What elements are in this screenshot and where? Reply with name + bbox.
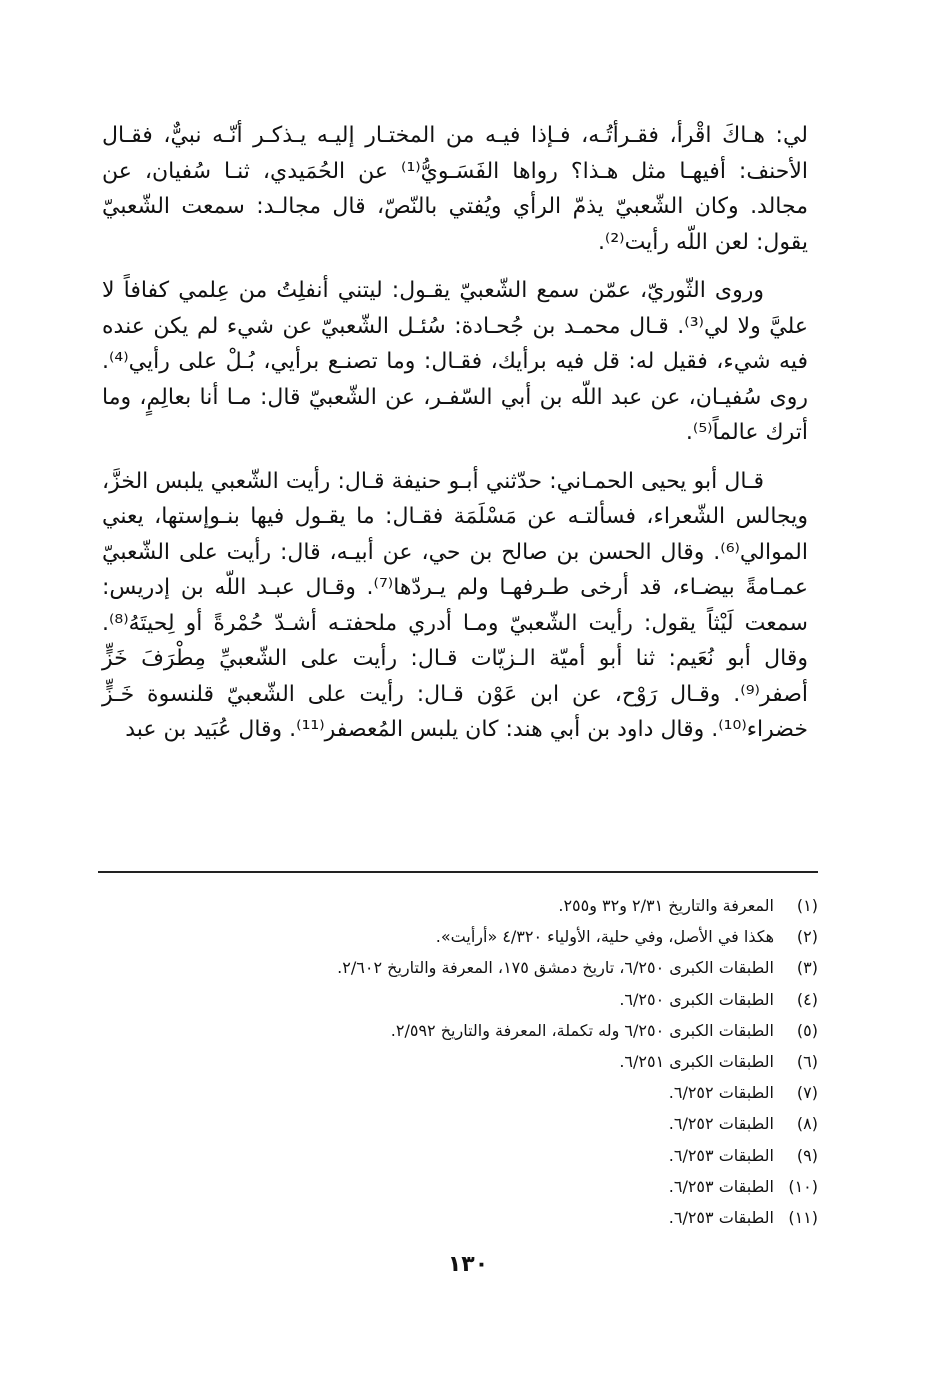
footnote-text: الطبقات ٦/٢٥٣. [668,1208,774,1228]
footnote-text: الطبقات الكبرى ٦/٢٥٠، تاريخ دمشق ١٧٥، المعرفة والتاريخ ٢/٦٠٢. [337,958,774,978]
footnote-text: الطبقات ٦/٢٥٢. [668,1083,774,1103]
footnote [98,952,818,983]
separator-line [98,871,818,873]
paragraph: قـال أبو يحيى الحمـاني: حدّثني أبـو حنيفة قـال: رأيت الشّعبي يلبس الخزَّ، ويجالس الشّعراء، فسألتـه عن مَسْلَمَة فقـال: ما يقـول فيها بنـوإستها، يعني الموالي⁽⁶⁾. وقال الحسن بن صالح بن حي، عن أبيـه، قال: رأيت على الشّعبيّ عمـامةً بيضـاء، قد أرخى طـرفهـا ولم يـردّها⁽⁷⁾. وقـال عبـد اللّه بن إدريس: سمعت لَيْثاً يقول: رأيت الشّعبيّ ومـا أدري ملحفتـه أشـدّ حُمْرةً أو لِحيتَهُ⁽⁸⁾. وقال أبو نُعَيم: ثنا أبو أميّة الـزيّات قـال: رأيت على الشّعبيِّ مِطْرَفَ خَزٍّ أصفر⁽⁹⁾. وقـال رَوْح، عن ابن عَوْن قـال: رأيت على الشّعبيّ قلنسوة خَـزٍّ خضراء⁽¹⁰⁾. وقال داود بن أبي هند: كان يلبس المُعصفر⁽¹¹⁾. وقال عُبَيد بن عبد [102,468,808,742]
footnote [98,1046,818,1077]
footnote-number: (٧) [796,1083,818,1103]
footnote-number: (٨) [796,1114,818,1134]
footnote-text: الطبقات الكبرى ٦/٢٥٠. [619,989,774,1009]
footnote [98,1015,818,1046]
footnote [98,1077,818,1108]
footnote [98,1171,818,1202]
footnotes-list [98,890,818,1233]
footnote-number: (١٠) [788,1176,818,1196]
footnote-text: المعرفة والتاريخ ٢/٣١ و٣٢ و٢٥٥. [558,896,774,915]
footnote [98,1202,818,1233]
footnote-number: (٦) [796,1052,818,1072]
footnote-number: (٥) [796,1020,818,1040]
paragraph: لي: هـاكَ اقْرأ، فقـرأتُـه، فـإذا فيـه من المختـار إليـه يـذكـر أنّـه نبيٌّ، فقـال الأحنف: أفيهـا مثل هـذا؟ رواها الفَسَـويُّ⁽¹⁾ عن الحُمَيدي، ثنـا سُفيان، عن مجالد. وكان الشّعبيّ يذمّ الرأي ويُفتي بالنّصّ، قال مجالـد: سمعت الشّعبيّ يقول: لعن اللّه رأيت⁽²⁾. [102,123,808,255]
footnote-number: (٩) [796,1145,818,1165]
footnote [98,890,818,921]
footnote [98,921,818,952]
footnote [98,1140,818,1171]
footnote-number: (٣) [796,958,818,978]
footnote-number: (٢) [796,927,818,947]
footnote-text: الطبقات الكبرى ٦/٢٥٠ وله تكملة، المعرفة والتاريخ ٢/٥٩٢. [390,1020,774,1040]
page-number: ١٣٠ [447,1252,489,1277]
footnote-number: (١١) [788,1208,818,1228]
footnote-text: الطبقات ٦/٢٥٣. [668,1176,774,1196]
footnote-text: الطبقات ٦/٢٥٢. [668,1114,774,1134]
footnote-text: هكذا في الأصل، وفي حلية، الأولياء ٤/٣٢٠ «أرأيت». [435,927,774,947]
footnote-text: الطبقات الكبرى ٦/٢٥١. [619,1052,774,1072]
paragraph: وروى الثّوريّ، عمّن سمع الشّعبيّ يقـول: ليتني أنفلِتُ من عِلمي كفافاً لا عليَّ ولا لي⁽³⁾. قـال محمـد بن جُحـادة: سُئـل الشّعبيّ عن شيء لم يكن عنده فيه شيء، فقيل له: قل فيه برأيك، فقـال: وما تصنـع برأيي، بُـلْ على رأيي⁽⁴⁾. روى سُفيـان، عن عبد اللّه بن أبي السّفـر، عن الشّعبيّ قال: مـا أنا بعالِمٍ، وما أترك عالماً⁽⁵⁾. [102,278,809,445]
footnote [98,1108,818,1139]
footnote-number: (٤) [796,989,818,1009]
footnote-number: (١) [796,896,818,915]
main-text [102,118,808,748]
footnote-text: الطبقات ٦/٢٥٣. [668,1145,774,1165]
footnote [98,984,818,1015]
